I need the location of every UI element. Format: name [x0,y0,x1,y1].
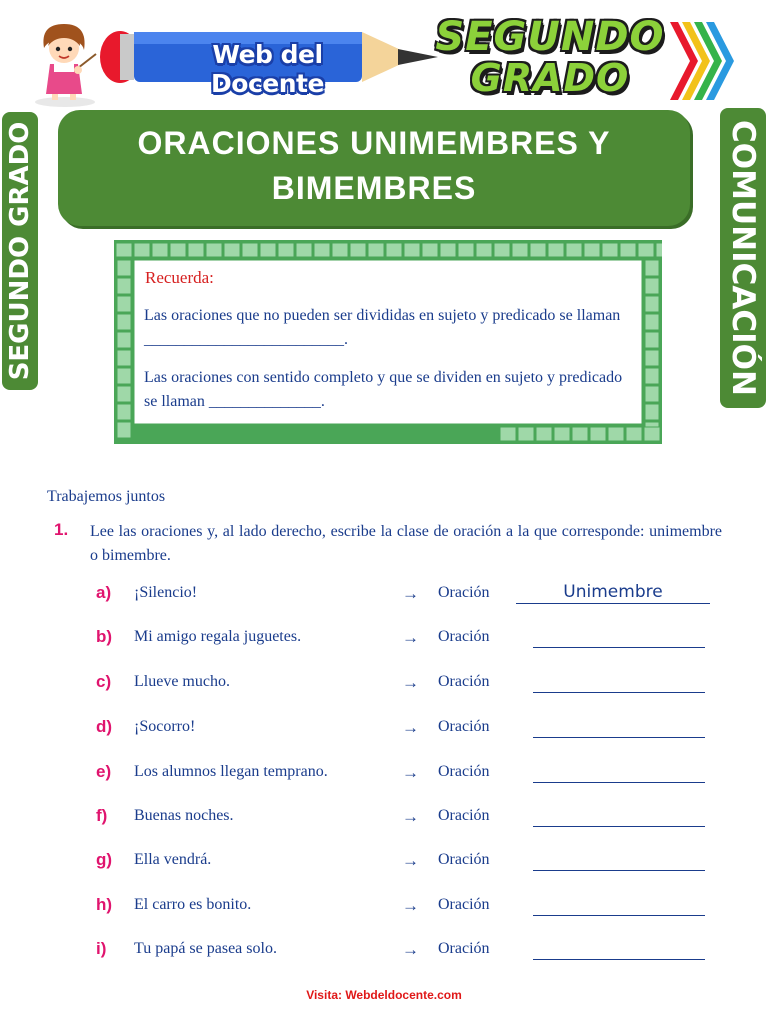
arrow-icon: → [402,763,419,782]
arrow-icon: → [402,896,419,915]
arrow-icon: → [402,718,419,737]
answer-blank[interactable] [533,915,705,916]
answer-text[interactable]: Unimembre [563,582,663,602]
item-letter: a) [96,583,112,602]
item-label: Oración [438,807,490,824]
exercise-row [0,627,768,657]
question-number: 1. [54,520,69,539]
item-letter: c) [96,672,112,691]
item-label: Oración [438,851,490,868]
item-letter: g) [96,850,113,869]
arrow-icon: → [402,584,419,603]
answer-blank[interactable] [533,959,705,960]
item-sentence: ¡Silencio! [134,584,198,601]
item-label: Oración [438,896,490,913]
recuerda-paragraph-2: Las oraciones con sentido completo y que se dividen en sujeto y predicado se llaman ______________. [144,369,623,410]
exercise-row [0,672,768,702]
arrow-icon: → [402,940,419,959]
side-label-left: SEGUNDO GRADO [5,121,35,381]
item-sentence: Buenas noches. [134,807,234,824]
item-letter: h) [96,895,113,914]
arrow-icon: → [402,628,419,647]
answer-blank[interactable] [533,826,705,827]
item-letter: e) [96,762,112,781]
arrow-icon: → [402,807,419,826]
grade-wordmark-line2: GRADO [470,56,630,100]
item-sentence: Mi amigo regala juguetes. [134,628,302,645]
chevrons-icon [668,18,734,104]
item-sentence: Los alumnos llegan temprano. [134,763,328,780]
item-label: Oración [438,628,490,645]
item-sentence: ¡Socorro! [134,718,196,735]
answer-blank[interactable] [533,692,705,693]
recuerda-paragraph-1: Las oraciones que no pueden ser divididas en sujeto y predicado se llaman _________________________. [144,307,621,348]
arrow-icon: → [402,673,419,692]
item-sentence: El carro es bonito. [134,896,252,913]
side-label-right: COMUNICACIÓN [725,120,761,396]
question-instruction: Lee las oraciones y, al lado derecho, escribe la clase de oración a la que corresponde: unimembre o bimembre. [90,523,722,564]
page-title-line1: ORACIONES UNIMEMBRES Y [137,125,611,161]
brand-logo-text: Web del Docente [211,40,324,98]
grade-wordmark-line1: SEGUNDO [435,14,665,60]
item-sentence: Ella vendrá. [134,851,212,868]
recuerda-heading: Recuerda: [145,268,214,287]
item-sentence: Llueve mucho. [134,673,230,690]
exercise-row [0,717,768,747]
exercise-row [0,850,768,880]
answer-blank[interactable] [533,870,705,871]
answer-blank[interactable] [533,737,705,738]
item-letter: f) [96,806,108,825]
item-label: Oración [438,584,490,601]
footer-link[interactable]: Visita: Webdeldocente.com [306,988,462,1002]
item-letter: d) [96,717,113,736]
exercise-row [0,939,768,969]
answer-blank[interactable] [533,647,705,648]
teacher-mascot-icon [30,18,100,108]
section-heading: Trabajemos juntos [47,488,166,505]
item-label: Oración [438,763,490,780]
exercise-row [0,806,768,836]
answer-blank[interactable] [516,603,710,604]
answer-blank[interactable] [533,782,705,783]
item-label: Oración [438,718,490,735]
page-title-line2: BIMEMBRES [271,170,477,206]
item-label: Oración [438,673,490,690]
exercise-row [0,762,768,792]
exercise-row [0,583,768,613]
item-label: Oración [438,940,490,957]
item-sentence: Tu papá se pasea solo. [134,940,277,957]
exercise-row [0,895,768,925]
item-letter: b) [96,627,113,646]
arrow-icon: → [402,851,419,870]
item-letter: i) [96,939,107,958]
